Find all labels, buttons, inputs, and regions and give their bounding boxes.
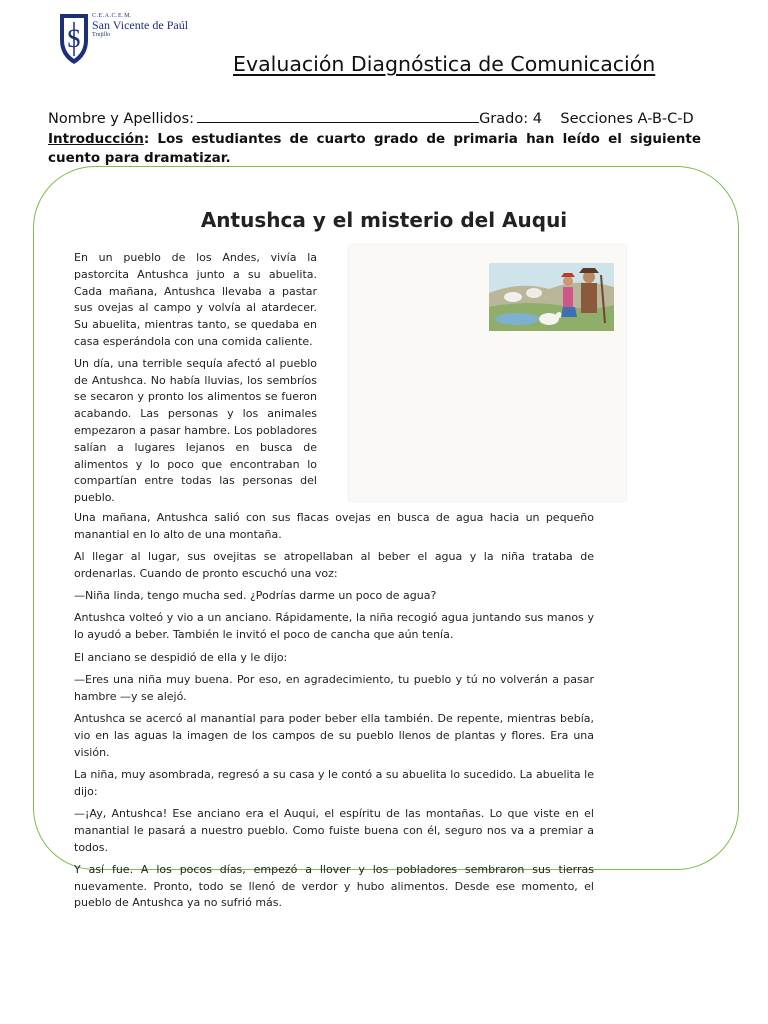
name-label: Nombre y Apellidos: <box>48 111 195 127</box>
story-paragraph: Al llegar al lugar, sus ovejitas se atropellaban al beber el agua y la niña trataba de ordenarlas. Cuando de pronto escuchó una voz: <box>74 550 594 580</box>
story-paragraph: Antushca se acercó al manantial para poder beber ella también. De repente, mientras bebía, vio en las aguas la imagen de los campos de su pueblo llenos de plantas y flores. Era una visión. <box>74 711 594 759</box>
logo-school-name: San Vicente de Paúl <box>92 18 189 32</box>
story-title-wrap <box>0 208 768 232</box>
story-title: Antushca y el misterio del Auqui <box>200 208 568 232</box>
story-paragraph: La niña, muy asombrada, regresó a su casa y le contó a su abuelita lo sucedido. La abuelita le dijo: <box>74 767 594 798</box>
student-info-line <box>48 110 708 127</box>
sections-label: Secciones A-B-C-D <box>560 111 694 127</box>
story-column <box>74 250 317 512</box>
story-paragraph: Una mañana, Antushca salió con sus flacas ovejas en busca de agua hacia un pequeño manantial en lo alto de una montaña. <box>74 511 594 541</box>
story-paragraph: El anciano se despidió de ella y le dijo: <box>74 650 288 664</box>
story-paragraph: —Eres una niña muy buena. Por eso, en agradecimiento, tu pueblo y tú no volverán a pasar hambre —y se alejó. <box>74 672 594 703</box>
story-paragraph: Y así fue. A los pocos días, empezó a llover y los pobladores sembraron sus tierras nuevamente. Pronto, todo se llenó de verdor y hubo alimentos. Desde ese momento, el pueblo de Antushca ya no sufrió más. <box>74 862 594 910</box>
story-body <box>74 510 594 918</box>
shepherd-girl-illustration <box>489 263 614 331</box>
svg-text:S: S <box>66 24 82 53</box>
story-paragraph: —Niña linda, tengo mucha sed. ¿Podrías darme un poco de agua? <box>74 589 437 603</box>
grade-label: Grado: 4 <box>479 111 542 127</box>
illustration-box <box>349 245 626 501</box>
logo-small-text: C.E.A.C.E.M. <box>92 13 133 19</box>
logo-text <box>92 13 188 38</box>
intro-text: : Los estudiantes de cuarto grado de primaria han leído el siguiente cuento para dramatizar. <box>48 131 701 166</box>
introduction <box>48 130 701 168</box>
story-paragraph: En un pueblo de los Andes, vivía la pastorcita Antushca junto a su abuelita. Cada mañana, Antushca llevaba a pastar sus ovejas al campo y volvía al atardecer. Su abuelita, mientras tanto, se quedaba en casa esperándola con una comida caliente. <box>74 251 317 348</box>
logo-city: Trujillo <box>92 32 111 38</box>
story-paragraph: Antushca volteó y vio a un anciano. Rápidamente, la niña recogió agua juntando sus manos y lo ayudó a beber. También le invitó el poco de cancha que aún tenía. <box>74 611 594 642</box>
story-paragraph: —¡Ay, Antushca! Ese anciano era el Auqui, el espíritu de las montañas. Lo que viste en el manantial le pasará a nuestro pueblo. Como fuiste buena con él, seguro nos va a premiar a todos. <box>74 806 594 854</box>
intro-label: Introducción <box>48 131 144 147</box>
story-paragraph: Un día, una terrible sequía afectó al pueblo de Antushca. No había lluvias, los sembríos se secaron y pronto los alimentos se fueron acabando. Las personas y los animales empezaron a pasar hambre. Los pobladores salían a lugares lejanos en busca de alimentos y lo poco que encontraban lo compartían entre todas las personas del pueblo. <box>74 356 317 505</box>
name-blank-line[interactable] <box>197 110 479 123</box>
page-title: Evaluación Diagnóstica de Comunicación <box>233 52 656 76</box>
